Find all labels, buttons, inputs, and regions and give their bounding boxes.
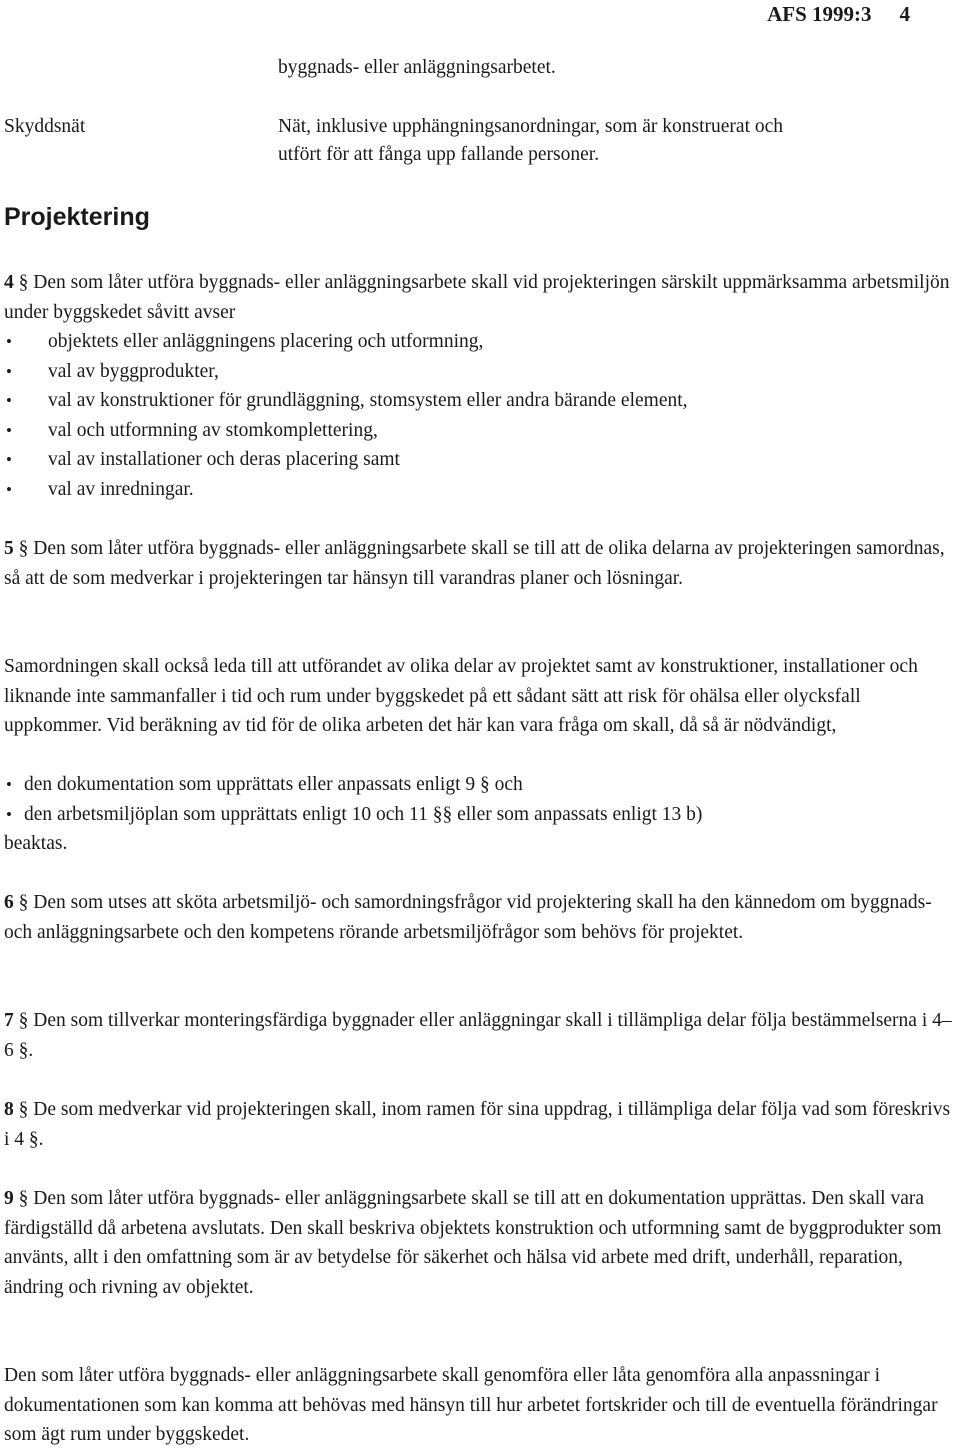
term-definition-line-2: utfört för att fånga upp fallande personer. (278, 144, 600, 165)
list-item: • val av byggprodukter, (4, 357, 688, 387)
paragraph-5-continuation: Samordningen skall också leda till att utförandet av olika delar av projektet samt av konstruktioner, installationer och liknande inte sammanfaller i tid och rum under byggskedet på ett sådant sätt att risk för ohälsa eller olycksfall uppkommer. Vid beräkning av tid för de olika arbeten det här kan vara fråga om skall, då så är nödvändigt, (4, 656, 918, 736)
section-symbol: § (18, 892, 29, 913)
paragraph-6 (4, 888, 956, 947)
section-heading-projektering: Projektering (4, 203, 150, 231)
section-symbol: § (18, 1099, 29, 1120)
paragraph-text: Den som låter utföra byggnads- eller anläggningsarbete skall se till att en dokumentation upprättas. Den skall vara färdigställd då arbetena avslutats. Den skall beskriva objektets konstruktion och utformning samt de byggprodukter som använts, allt i den omfattning som är av betydelse för säkerhet och hälsa vid arbete med drift, underhåll, reparation, ändring och rivning av objektet. (4, 1188, 942, 1298)
section-symbol: § (18, 1188, 29, 1209)
paragraph-number: 5 (4, 538, 14, 559)
paragraph-text: Den som låter utföra byggnads- eller anläggningsarbete skall se till att de olika delarna av projekteringen samordnas, så att de som medverkar i projekteringen tar hänsyn till varandras planer och lösningar. (4, 538, 945, 589)
list-item: • val av inredningar. (4, 475, 688, 505)
list-item: • den dokumentation som upprättats eller anpassats enligt 9 § och (4, 770, 702, 800)
paragraph-number: 6 (4, 892, 14, 913)
paragraph-9 (4, 1184, 956, 1302)
paragraph-text: Den som tillverkar monteringsfärdiga byggnader eller anläggningar skall i tillämpliga delar följa bestämmelserna i 4–6 §. (4, 1010, 952, 1061)
list-item: • val av installationer och deras placering samt (4, 445, 688, 475)
paragraph-4-bullet-list (4, 327, 688, 504)
list-item: • val av konstruktioner för grundläggning, stomsystem eller andra bärande element, (4, 386, 688, 416)
section-symbol: § (18, 538, 29, 559)
paragraph-text: Den som låter utföra byggnads- eller anläggningsarbete skall vid projekteringen särskilt uppmärksamma arbetsmiljön under byggskedet såvitt avser (4, 272, 950, 323)
paragraph-number: 7 (4, 1010, 14, 1031)
paragraph-text: De som medverkar vid projekteringen skall, inom ramen för sina uppdrag, i tillämpliga delar följa vad som föreskrivs i 4 §. (4, 1099, 951, 1150)
page-header (767, 2, 910, 27)
list-item: • den arbetsmiljöplan som upprättats enligt 10 och 11 §§ eller som anpassats enligt 13 b) (4, 800, 702, 830)
paragraph-9-continuation: Den som låter utföra byggnads- eller anläggningsarbete skall genomföra eller låta genomföra alla anpassningar i dokumentationen som kan komma att behövas med hänsyn till hur arbetet fortskrider och till de eventuella förändringar som ägt rum under byggskedet. (4, 1365, 938, 1445)
term-skyddsnat: Skyddsnät (4, 116, 86, 137)
section-symbol: § (18, 272, 29, 293)
section-symbol: § (18, 1010, 29, 1031)
page-number: 4 (899, 2, 910, 26)
paragraph-8 (4, 1095, 956, 1154)
term-definition-line-1: Nät, inklusive upphängningsanordningar, som är konstruerat och (278, 116, 784, 137)
continued-definition-text: byggnads- eller anläggningsarbetet. (278, 57, 556, 78)
paragraph-5-end: beaktas. (4, 833, 68, 854)
paragraph-5-bullet-list (4, 770, 702, 829)
list-item: • val och utformning av stomkomplettering, (4, 416, 688, 446)
paragraph-5 (4, 534, 956, 593)
document-reference: AFS 1999:3 (767, 2, 872, 26)
paragraph-7 (4, 1006, 956, 1065)
paragraph-number: 4 (4, 272, 14, 293)
paragraph-number: 9 (4, 1188, 14, 1209)
list-item: • objektets eller anläggningens placering och utformning, (4, 327, 688, 357)
paragraph-number: 8 (4, 1099, 14, 1120)
paragraph-4 (4, 268, 956, 327)
paragraph-text: Den som utses att sköta arbetsmiljö- och samordningsfrågor vid projektering skall ha den kännedom om byggnads- och anläggningsarbete och den kompetens rörande arbetsmiljöfrågor som behövs för projektet. (4, 892, 932, 943)
